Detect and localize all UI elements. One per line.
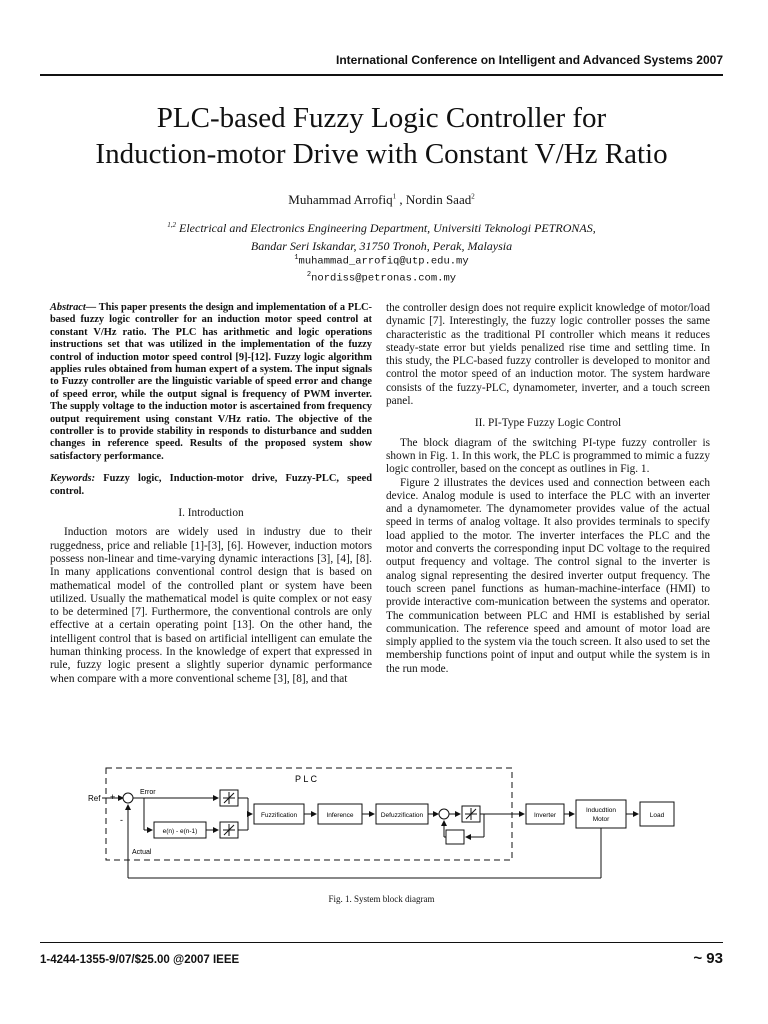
induction-motor-block <box>576 800 626 828</box>
defuzzification-label: Defuzzification <box>380 812 424 819</box>
affiliation <box>40 216 723 255</box>
error-label: Error <box>140 789 156 796</box>
title-line-2: Induction-motor Drive with Constant V/Hz Ratio <box>95 138 668 170</box>
section-2-heading: II. PI-Type Fuzzy Logic Control <box>474 417 622 430</box>
system-block-diagram <box>84 760 684 890</box>
minus-sign: - <box>120 815 123 825</box>
difference-label: e(n) - e(n-1) <box>162 828 198 835</box>
author-2-sup: 2 <box>471 192 475 201</box>
affiliation-line-1: Electrical and Electronics Engineering Department, Universiti Teknologi PETRONAS, <box>176 221 596 235</box>
author-2: Nordin Saad <box>405 192 472 207</box>
keywords-text: Fuzzy logic, Induction-motor drive, Fuzzy-PLC, speed control. <box>50 473 372 497</box>
fuzzification-label: Fuzzification <box>260 812 298 819</box>
author-separator: , <box>396 192 406 207</box>
inverter-label: Inverter <box>533 812 557 819</box>
emails <box>40 252 723 285</box>
email-1-sup: 1 <box>294 254 299 262</box>
inference-label: Inference <box>326 812 354 819</box>
section-1-paragraph: Induction motors are widely used in industry due to their ruggedness, price and reliable [1]-[3], [6]. However, induction motors possess non-linear and time-varying dynamic interactions [3], [4], [8]. In many applications conventional control design that is based on mathematical model of the controlled plant or system have been utilized. Usually the mathematical model is quite complex or not easy to be determined [7]. Furthermore, the conventional controls are only effective at a certain operating point [13]. On the other hand, the intelligent control that is based on artificial intelligent can emulate the human thinking process. In the knowledge of expert that expressed in rule, fuzzy logic present a slightly superior dynamic performance when compare with a more conventional scheme [3], [8], and that <box>50 526 372 685</box>
title-line-1: PLC-based Fuzzy Logic Controller for <box>156 102 607 134</box>
right-column <box>386 302 710 676</box>
email-2-sup: 2 <box>306 270 312 279</box>
left-column <box>50 302 372 686</box>
right-paragraph-3: Figure 2 illustrates the devices used and connection between each device. Analog module is used to interface the PLC with an inverter and a dynamometer. The dynamometer provides value of the actual speed in terms of analog voltage. It also provides terminals to specify load applied to the motor. The inverter interfaces the PLC and the motor and converts the corresponding input DC voltage to the required output frequency and voltage. The control signal to the inverter is analog signal representing the desired inverter output frequency. The touch screen panel functions as human-machine-interface (HMI) to provide interactive com-munication between the systems and operator. The communication between PLC and HMI is established by serial communication. The reference speed and amount of motor load are simply applied to the system via the touch screen. It also used to set the membership functions point of input and output while the system is in the run mode. <box>386 476 710 675</box>
keywords-label: Keywords: <box>50 473 96 485</box>
summing-junction <box>123 793 133 803</box>
page-number: ~ 93 <box>693 950 723 967</box>
section-1-heading: I. Introduction <box>178 507 244 520</box>
email-1: muhammad_arrofiq@utp.edu.my <box>298 255 469 268</box>
plc-label: P L C <box>294 774 318 784</box>
figure-caption: Fig. 1. System block diagram <box>328 894 435 904</box>
author-1: Muhammad Arrofiq <box>288 192 393 207</box>
right-paragraph-1: the controller design does not require explicit knowledge of motor/load dynamic [7]. Interestingly, the fuzzy logic controller posses the same characteristic as the traditional PI controller which means it reduces steady-state error but yields penalized rise time and settling time. In this study, the PLC-based fuzzy controller is developed to monitor and control the motor speed of an induction motor. The system hardware consists of the fuzzy-PLC, dynamometer, inverter, and a touch screen panel. <box>386 302 710 408</box>
affiliation-sup: 1,2 <box>167 221 177 229</box>
delay-block <box>446 830 464 844</box>
plus-sign: + <box>110 792 116 802</box>
right-paragraph-2: The block diagram of the switching PI-type fuzzy controller is shown in Fig. 1. In this work, the PLC is programmed to mimic a fuzzy logic controller, based on the concept as outlines in Fig. 1. <box>386 436 710 476</box>
abstract-text: This paper presents the design and implementation of a PLC-based fuzzy logic controller for an induction motor speed control at constant V/Hz ratio. The PLC has arithmetic and logic operations instructions set that was utilized in the implementation of the fuzzy control of induction motor speed control [9]-[12]. Fuzzy logic algorithm applies rules obtained from human expert of a system. The input signals to Fuzzy controller are the linguistic variable of speed error and change of speed error, while the output signal is frequency of PWM inverter. The supply voltage to the induction motor is ascertained from frequency output requirement using constant V/Hz ratio. The objective of the controller is to provide stability in responds to disturbance and sudden changes in reference speed. Results of the proposed system show satisfactory performance. <box>50 302 372 462</box>
footer-copyright: 1-4244-1355-9/07/$25.00 @2007 IEEE <box>40 954 240 966</box>
author-1-sup: 1 <box>392 192 397 201</box>
author-line <box>40 192 723 208</box>
email-2: nordiss@petronas.com.my <box>311 272 457 284</box>
motor-label-line-2: Motor <box>592 816 610 823</box>
keywords <box>50 473 372 498</box>
abstract-label: Abstract— <box>50 302 97 313</box>
motor-label-line-1: Inducdtion <box>586 807 616 814</box>
footer-rule <box>40 942 723 943</box>
abstract <box>50 302 372 463</box>
actual-label: Actual <box>132 849 152 856</box>
load-label: Load <box>649 812 665 819</box>
affiliation-line-2: Bandar Seri Iskandar, 31750 Tronoh, Perak, Malaysia <box>250 239 513 253</box>
ref-label: Ref <box>88 794 101 803</box>
integrator-sum <box>439 809 449 819</box>
conference-header: International Conference on Intelligent and Advanced Systems 2007 <box>40 50 723 76</box>
paper-title <box>40 100 723 172</box>
